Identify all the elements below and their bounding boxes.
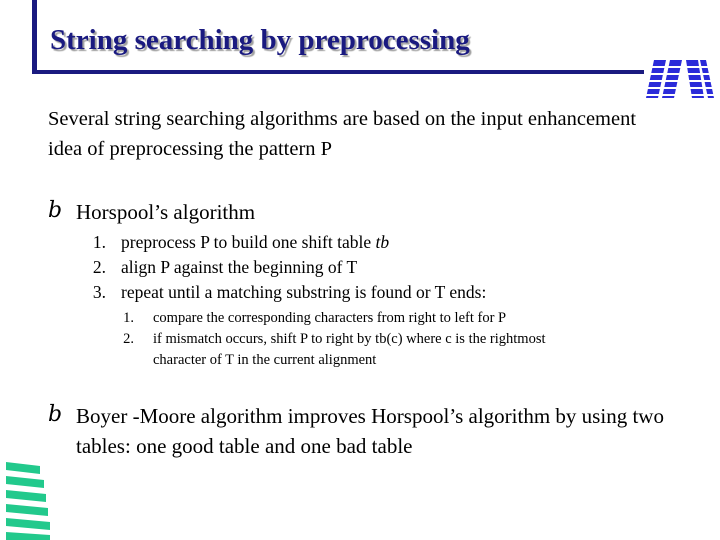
step-text: align P against the beginning of T <box>121 257 358 277</box>
step-text: preprocess P to build one shift table <box>121 232 376 252</box>
substep-number: 1. <box>123 310 134 326</box>
stripe-logo-icon <box>646 54 714 102</box>
horspool-substeps-list <box>116 308 546 371</box>
bullet-icon: b <box>48 198 63 223</box>
bullet-icon: b <box>48 402 63 427</box>
step-text-italic: tb <box>375 232 390 252</box>
stripe-corner-icon <box>0 462 52 540</box>
title-frame-underline <box>32 70 644 74</box>
slide-title: String searching by preprocessing <box>50 24 470 56</box>
list-item <box>116 329 546 371</box>
intro-paragraph: Several string searching algorithms are based on the input enhancement idea of preprocessing the pattern P <box>48 108 637 160</box>
step-number: 1. <box>92 232 106 252</box>
substep-text: if mismatch occurs, shift P to right by tb(c) where c is the rightmost <box>153 331 546 347</box>
step-number: 2. <box>92 257 106 277</box>
bullet-text: Horspool’s algorithm <box>76 200 256 224</box>
substep-text-continued: character of T in the current alignment <box>153 352 377 368</box>
title-frame-left-bar <box>32 0 37 73</box>
list-item <box>116 308 509 329</box>
bullet-text: Boyer -Moore algorithm improves Horspool’s algorithm by using two tables: one good table and one bad table <box>76 404 664 458</box>
substep-text: compare the corresponding characters from right to left for P <box>153 310 507 326</box>
step-number: 3. <box>92 282 106 302</box>
substep-number: 2. <box>123 331 134 347</box>
step-text: repeat until a matching substring is found or T ends: <box>121 282 487 302</box>
